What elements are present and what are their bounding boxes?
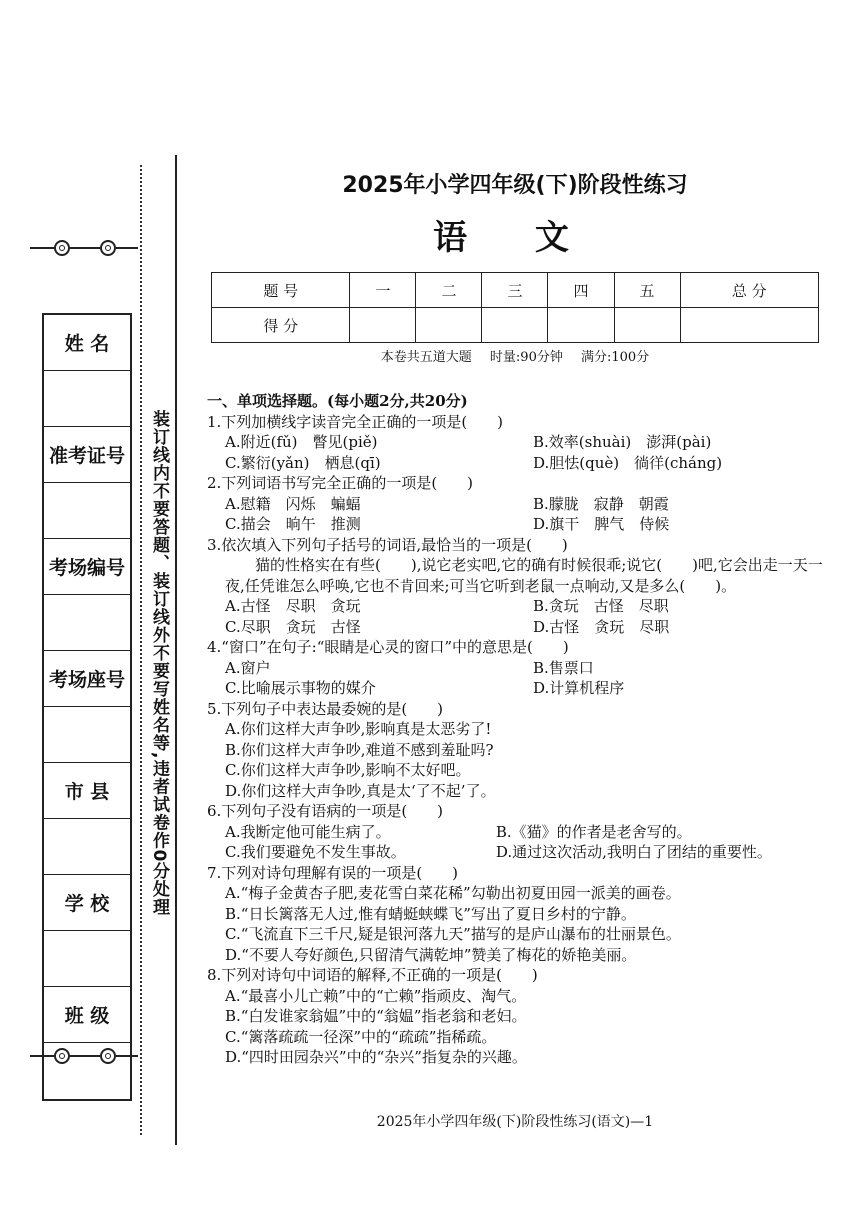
binding-warning: 装订线内不要答题、装订线外不要写姓名等,违者试卷作0分处理 bbox=[149, 410, 169, 917]
option-b[interactable]: B.你们这样大声争吵,难道不感到羞耻吗? bbox=[225, 740, 494, 759]
option-row bbox=[207, 494, 827, 515]
score-header-cell: 四 bbox=[548, 273, 614, 308]
field-room-label: 考场编号 bbox=[44, 539, 130, 595]
option-a[interactable]: A.窗户 bbox=[225, 658, 271, 677]
exam-info: 本卷共五道大题 时量:90分钟 满分:100分 bbox=[380, 350, 650, 365]
field-name-label: 姓 名 bbox=[44, 315, 130, 371]
option-row bbox=[207, 514, 827, 535]
field-room-blank[interactable] bbox=[44, 595, 130, 651]
option-c[interactable]: C.我们要避免不发生事故。 bbox=[225, 843, 406, 861]
score-header-cell: 二 bbox=[416, 273, 482, 308]
field-school-label: 学 校 bbox=[44, 875, 130, 931]
question-5 bbox=[207, 699, 827, 802]
question-passage: 猫的性格实在有些( ),说它老实吧,它的确有时候很乖;说它( )吧,它会出走一天一夜,任凭谁怎么呼唤,它也不肯回来;可当它听到老鼠一点响动,又是多么( )。 bbox=[225, 556, 823, 595]
option-d[interactable]: D.“四时田园杂兴”中的“杂兴”指复杂的兴趣。 bbox=[225, 1048, 527, 1066]
question-area bbox=[207, 391, 827, 1068]
option-d[interactable]: D.胆怯(què) 徜徉(cháng) bbox=[533, 453, 723, 472]
option-d[interactable]: D.你们这样大声争吵,真是太‘了不起’了。 bbox=[225, 781, 496, 800]
option-a[interactable]: A.古怪 尽职 贪玩 bbox=[225, 597, 361, 615]
option-b[interactable]: B.“白发谁家翁媪”中的“翁媪”指老翁和老妇。 bbox=[225, 1007, 527, 1025]
score-table bbox=[211, 272, 819, 343]
option-c[interactable]: C.尽职 贪玩 古怪 bbox=[225, 617, 361, 636]
field-ticket-label: 准考证号 bbox=[44, 427, 130, 483]
option-a[interactable]: A.我断定他可能生病了。 bbox=[225, 822, 391, 841]
question-stem: 7.下列对诗句理解有误的一项是( ) bbox=[207, 863, 459, 882]
question-stem: 6.下列句子没有语病的一项是( ) bbox=[207, 802, 444, 820]
option-c[interactable]: C.“篱落疏疏一径深”中的“疏疏”指稀疏。 bbox=[225, 1027, 497, 1046]
question-6 bbox=[207, 801, 827, 863]
score-table-score-row bbox=[212, 308, 819, 343]
question-stem: 3.依次填入下列句子括号的词语,最恰当的一项是( ) bbox=[207, 535, 568, 554]
subject-title: 语 文 bbox=[433, 218, 597, 258]
student-info-box bbox=[42, 313, 132, 1101]
binding-margin-line bbox=[175, 155, 177, 1145]
score-cell[interactable] bbox=[614, 308, 680, 343]
ring-icon bbox=[100, 240, 116, 256]
score-cell[interactable] bbox=[350, 308, 416, 343]
option-d[interactable]: D.计算机程序 bbox=[533, 679, 625, 697]
option-c[interactable]: C.比喻展示事物的媒介 bbox=[225, 679, 376, 697]
field-city-label: 市 县 bbox=[44, 763, 130, 819]
option-a[interactable]: A.“最喜小儿亡赖”中的“亡赖”指顽皮、淘气。 bbox=[225, 986, 527, 1005]
option-a[interactable]: A.附近(fǔ) 瞥见(piě) bbox=[225, 433, 378, 451]
field-ticket-blank[interactable] bbox=[44, 483, 130, 539]
ring-icon bbox=[54, 240, 70, 256]
option-a[interactable]: A.慰籍 闪烁 蝙蝠 bbox=[225, 494, 361, 513]
option-b[interactable]: B.效率(shuài) 澎湃(pài) bbox=[533, 433, 712, 451]
option-row bbox=[207, 596, 827, 617]
score-header-cell: 五 bbox=[614, 273, 680, 308]
option-row bbox=[207, 658, 827, 679]
question-4 bbox=[207, 637, 827, 699]
option-b[interactable]: B.“日长篱落无人过,惟有蜻蜓蛱蝶飞”写出了夏日乡村的宁静。 bbox=[225, 904, 636, 923]
binding-dotted-line bbox=[140, 165, 142, 1135]
field-class-label: 班 级 bbox=[44, 987, 130, 1043]
option-d[interactable]: D.旗干 脾气 侍候 bbox=[533, 515, 670, 533]
score-cell[interactable] bbox=[416, 308, 482, 343]
field-seat-blank[interactable] bbox=[44, 707, 130, 763]
score-header-cell: 一 bbox=[350, 273, 416, 308]
score-cell[interactable] bbox=[482, 308, 548, 343]
field-school-blank[interactable] bbox=[44, 931, 130, 987]
score-header-cell: 三 bbox=[482, 273, 548, 308]
score-cell[interactable] bbox=[548, 308, 614, 343]
field-seat-label: 考场座号 bbox=[44, 651, 130, 707]
question-stem: 5.下列句子中表达最委婉的是( ) bbox=[207, 699, 444, 718]
field-city-blank[interactable] bbox=[44, 819, 130, 875]
score-table-header-row bbox=[212, 273, 819, 308]
question-8 bbox=[207, 965, 827, 1068]
option-d[interactable]: D.古怪 贪玩 尽职 bbox=[533, 617, 670, 636]
question-3 bbox=[207, 535, 827, 638]
option-row bbox=[207, 453, 827, 474]
score-header-cell: 总 分 bbox=[680, 273, 818, 308]
question-stem: 4.“窗口”在句子:“眼睛是心灵的窗口”中的意思是( ) bbox=[207, 638, 569, 656]
option-row bbox=[207, 822, 827, 843]
option-d[interactable]: D.“不要人夸好颜色,只留清气满乾坤”赞美了梅花的娇艳美丽。 bbox=[225, 945, 637, 964]
section-heading: 一、单项选择题。(每小题2分,共20分) bbox=[207, 392, 468, 410]
option-c[interactable]: C.“飞流直下三千尺,疑是银河落九天”描写的是庐山瀑布的壮丽景色。 bbox=[225, 925, 681, 943]
option-c[interactable]: C.你们这样大声争吵,影响不太好吧。 bbox=[225, 761, 471, 779]
option-b[interactable]: B.朦胧 寂静 朝霞 bbox=[533, 494, 669, 513]
question-stem: 1.下列加横线字读音完全正确的一项是( ) bbox=[207, 412, 504, 431]
option-c[interactable]: C.描会 晌午 推测 bbox=[225, 515, 361, 533]
question-stem: 8.下列对诗句中词语的解释,不正确的一项是( ) bbox=[207, 966, 538, 984]
exam-title: 2025年小学四年级(下)阶段性练习 bbox=[342, 173, 688, 198]
field-class-blank[interactable] bbox=[44, 1043, 130, 1099]
question-1 bbox=[207, 412, 827, 474]
question-2 bbox=[207, 473, 827, 535]
option-row bbox=[207, 432, 827, 453]
score-row-label: 得 分 bbox=[212, 308, 350, 343]
option-row bbox=[207, 842, 827, 863]
option-c[interactable]: C.繁衍(yǎn) 栖息(qī) bbox=[225, 453, 381, 472]
option-b[interactable]: B.《猫》的作者是老舍写的。 bbox=[495, 822, 692, 841]
page-footer: 2025年小学四年级(下)阶段性练习(语文)—1 bbox=[376, 1114, 654, 1130]
field-name-blank[interactable] bbox=[44, 371, 130, 427]
option-row bbox=[207, 678, 827, 699]
question-stem: 2.下列词语书写完全正确的一项是( ) bbox=[207, 474, 474, 492]
option-a[interactable]: A.你们这样大声争吵,影响真是太恶劣了! bbox=[225, 720, 492, 738]
score-header-cell: 题 号 bbox=[212, 273, 350, 308]
option-d[interactable]: D.通过这次活动,我明白了团结的重要性。 bbox=[495, 843, 772, 861]
score-cell[interactable] bbox=[680, 308, 818, 343]
question-7 bbox=[207, 863, 827, 966]
option-row bbox=[207, 617, 827, 638]
option-a[interactable]: A.“梅子金黄杏子肥,麦花雪白菜花稀”勾勒出初夏田园一派美的画卷。 bbox=[225, 884, 681, 902]
option-b[interactable]: B.贪玩 古怪 尽职 bbox=[533, 597, 669, 615]
top-binding-rings bbox=[30, 240, 138, 256]
option-b[interactable]: B.售票口 bbox=[533, 658, 594, 677]
